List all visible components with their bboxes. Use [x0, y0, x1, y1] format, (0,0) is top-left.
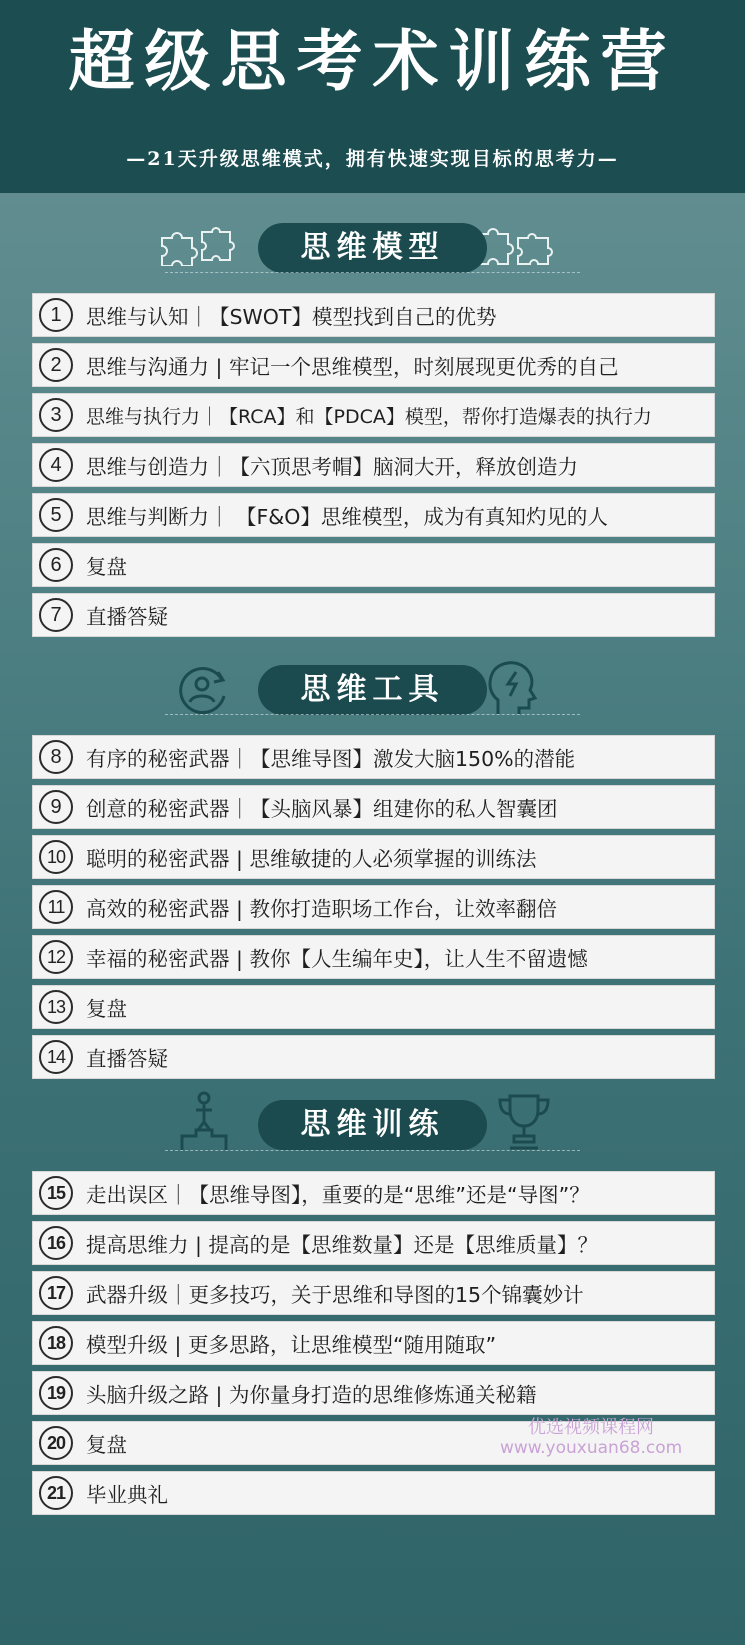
- item-text: 思维与认知｜【SWOT】模型找到自己的优势: [86, 305, 497, 329]
- item-number: 17: [39, 1276, 73, 1310]
- list-item: [32, 1035, 715, 1079]
- item-text: 模型升级 | 更多思路，让思维模型“随用随取”: [86, 1333, 497, 1357]
- list-item: [32, 885, 715, 929]
- section-list: [32, 1171, 715, 1521]
- header-banner: [0, 0, 745, 193]
- item-text: 毕业典礼: [86, 1483, 168, 1507]
- item-number: 4: [39, 448, 73, 482]
- item-number: 5: [39, 498, 73, 532]
- item-number: 16: [39, 1226, 73, 1260]
- watermark-url: www.youxuan68.com: [500, 1438, 683, 1458]
- item-text: 提高思维力 | 提高的是【思维数量】还是【思维质量】？: [86, 1233, 598, 1257]
- item-text: 聪明的秘密武器 | 思维敏捷的人必须掌握的训练法: [86, 847, 537, 871]
- section-divider: [165, 272, 580, 273]
- section-list: [32, 293, 715, 643]
- item-number: 13: [39, 990, 73, 1024]
- item-text: 思维与执行力｜【RCA】和【PDCA】模型，帮你打造爆表的执行力: [86, 405, 652, 428]
- item-text: 思维与沟通力 | 牢记一个思维模型，时刻展现更优秀的自己: [86, 355, 619, 379]
- item-text: 直播答疑: [86, 605, 168, 629]
- item-text: 幸福的秘密武器 | 教你【人生编年史】，让人生不留遗憾: [86, 947, 588, 971]
- item-number: 3: [39, 398, 73, 432]
- podium-person-icon: [180, 1090, 228, 1152]
- item-text: 复盘: [86, 1433, 127, 1457]
- item-number: 6: [39, 548, 73, 582]
- item-number: 10: [39, 840, 73, 874]
- list-item: [32, 1471, 715, 1515]
- list-item: [32, 735, 715, 779]
- item-text: 高效的秘密武器 | 教你打造职场工作台，让效率翻倍: [86, 897, 557, 921]
- head-lightning-icon: [484, 656, 540, 718]
- person-cycle-icon: [174, 662, 230, 718]
- trophy-icon: [496, 1090, 552, 1152]
- item-number: 11: [39, 890, 73, 924]
- page-title: 超级思考术训练营: [68, 22, 677, 100]
- item-number: 18: [39, 1326, 73, 1360]
- list-item: [32, 543, 715, 587]
- item-text: 走出误区｜【思维导图】，重要的是“思维”还是“导图”？: [86, 1183, 590, 1207]
- list-item: [32, 835, 715, 879]
- item-text: 复盘: [86, 555, 127, 579]
- item-number: 21: [39, 1476, 73, 1510]
- item-number: 7: [39, 598, 73, 632]
- list-item: [32, 1321, 715, 1365]
- item-text: 有序的秘密武器｜【思维导图】激发大脑150%的潜能: [86, 747, 576, 771]
- item-number: 19: [39, 1376, 73, 1410]
- page-subtitle: —21天升级思维模式，拥有快速实现目标的思考力—: [126, 148, 619, 170]
- watermark-name: 优选视频课程网: [528, 1417, 654, 1438]
- list-item: [32, 985, 715, 1029]
- list-item: [32, 293, 715, 337]
- item-text: 创意的秘密武器｜【头脑风暴】组建你的私人智囊团: [86, 797, 558, 821]
- list-item: [32, 443, 715, 487]
- item-number: 8: [39, 740, 73, 774]
- item-text: 头脑升级之路 | 为你量身打造的思维修炼通关秘籍: [86, 1383, 537, 1407]
- list-item: [32, 1221, 715, 1265]
- item-number: 15: [39, 1176, 73, 1210]
- list-item: [32, 393, 715, 437]
- list-item: [32, 785, 715, 829]
- item-text: 武器升级｜更多技巧，关于思维和导图的15个锦囊妙计: [86, 1283, 584, 1307]
- item-number: 9: [39, 790, 73, 824]
- puzzle-icon-left: [158, 226, 236, 266]
- section-title-pill: 思维训练: [258, 1100, 487, 1150]
- item-text: 直播答疑: [86, 1047, 168, 1071]
- list-item: [32, 493, 715, 537]
- item-text: 思维与创造力｜【六顶思考帽】脑洞大开，释放创造力: [86, 455, 578, 479]
- item-number: 1: [39, 298, 73, 332]
- item-text: 思维与判断力｜ 【F&O】思维模型，成为有真知灼见的人: [86, 505, 608, 529]
- list-item: [32, 1271, 715, 1315]
- section-list: [32, 735, 715, 1085]
- item-number: 14: [39, 1040, 73, 1074]
- section-divider: [165, 1150, 580, 1151]
- item-number: 2: [39, 348, 73, 382]
- section-divider: [165, 714, 580, 715]
- list-item: [32, 1371, 715, 1415]
- list-item: [32, 1171, 715, 1215]
- list-item: [32, 593, 715, 637]
- item-number: 12: [39, 940, 73, 974]
- list-item: [32, 935, 715, 979]
- list-item: [32, 343, 715, 387]
- section-title-pill: 思维模型: [258, 223, 487, 273]
- item-text: 复盘: [86, 997, 127, 1021]
- item-number: 20: [39, 1426, 73, 1460]
- section-title-pill: 思维工具: [258, 665, 487, 715]
